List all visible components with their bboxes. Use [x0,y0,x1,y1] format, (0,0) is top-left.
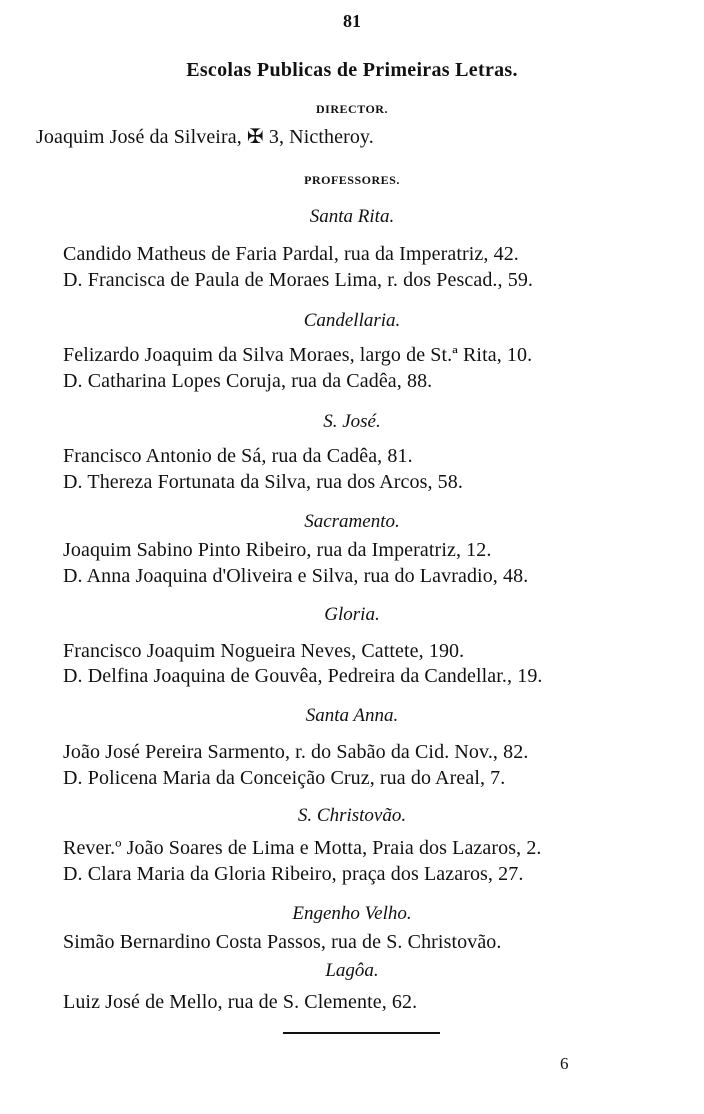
entry-line: Rever.º João Soares de Lima e Motta, Praia dos Lazaros, 2. [63,837,542,859]
entry-line: D. Francisca de Paula de Moraes Lima, r. dos Pescad., 59. [63,269,534,291]
section-heading: Gloria. [324,604,380,625]
entry-line: Francisco Antonio de Sá, rua da Cadêa, 81. [63,445,413,467]
entry-line: D. Catharina Lopes Coruja, rua da Cadêa, 88. [63,370,433,392]
section-heading: S. Christovão. [297,805,407,826]
section-heading: Candellaria. [303,310,401,331]
entry-line: D. Anna Joaquina d'Oliveira e Silva, rua do Lavradio, 48. [63,565,529,587]
entry-line: Candido Matheus de Faria Pardal, rua da Imperatriz, 42. [63,243,519,265]
signature-mark: 6 [560,1054,569,1073]
director-heading: DIRECTOR. [316,102,388,116]
professores-heading: PROFESSORES. [304,173,400,187]
entry-line: Joaquim Sabino Pinto Ribeiro, rua da Imperatriz, 12. [63,539,492,561]
entry-line: D. Thereza Fortunata da Silva, rua dos Arcos, 58. [63,471,463,493]
entry-line: Luiz José de Mello, rua de S. Clemente, 62. [63,991,418,1013]
entry-line: D. Delfina Joaquina de Gouvêa, Pedreira da Candellar., 19. [63,665,543,687]
director-entry: Joaquim José da Silveira, ✠ 3, Nictheroy. [36,126,374,148]
entry-line: Francisco Joaquim Nogueira Neves, Cattete, 190. [63,640,465,662]
entry-line: Felizardo Joaquim da Silva Moraes, largo de St.ª Rita, 10. [63,344,533,366]
entry-line: João José Pereira Sarmento, r. do Sabão da Cid. Nov., 82. [63,741,529,763]
section-heading: Sacramento. [304,511,400,532]
section-heading: Santa Anna. [305,705,399,726]
entry-line: D. Policena Maria da Conceição Cruz, rua do Areal, 7. [63,767,506,789]
page-number: 81 [343,11,361,31]
closing-rule [283,1032,440,1034]
section-heading: Engenho Velho. [292,903,412,924]
section-heading: Lagôa. [325,960,379,981]
section-heading: Santa Rita. [309,206,395,227]
entry-line: D. Clara Maria da Gloria Ribeiro, praça dos Lazaros, 27. [63,863,524,885]
entry-line: Simão Bernardino Costa Passos, rua de S. Christovão. [63,931,502,953]
section-heading: S. José. [323,411,381,432]
page-title: Escolas Publicas de Primeiras Letras. [186,59,518,81]
